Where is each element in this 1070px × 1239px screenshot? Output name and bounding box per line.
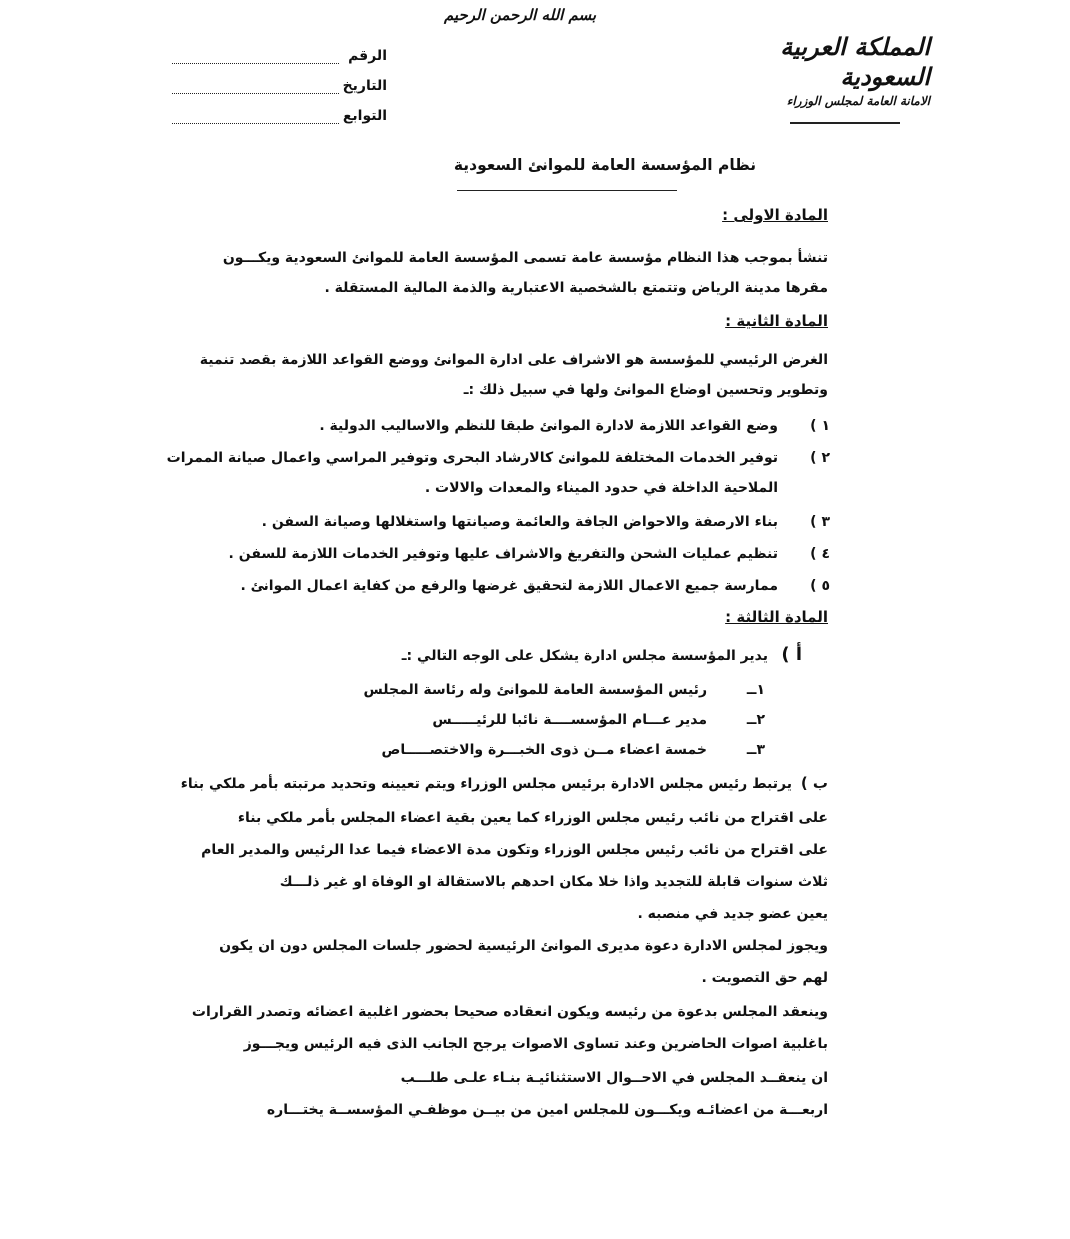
part-b-line: يرتبط رئيس مجلس الادارة برئيس مجلس الوزراء ويتم تعيينه وتحديد مرتبته بأمر ملكي بناء (180, 776, 792, 792)
article-2-item-5 (240, 578, 830, 600)
part-b-letter: ب ) (800, 774, 828, 792)
article-2-intro-line: وتطوير وتحسين اوضاع الموانئ ولها في سبيل ذلك :ـ (463, 382, 828, 398)
meta-label-date: التاريخ (342, 78, 387, 94)
board-member-2 (345, 712, 765, 734)
item-number: ٤ ) (810, 546, 830, 562)
closing-line: وينعقد المجلس بدعوة من رئيسه ويكون انعقاده صحيحا بحضور اغلبية اعضائه وتصدر القرارات (191, 1004, 828, 1020)
item-text: تنظيم عمليات الشحن والتفريغ والاشراف عليها وتوفير الخدمات اللازمة للسفن . (228, 546, 778, 562)
article-2-item-3 (240, 514, 830, 536)
member-text: رئيس المؤسسة العامة للموانئ وله رئاسة المجلس (363, 682, 707, 698)
seal-kingdom: المملكة العربية السعودية (780, 32, 930, 91)
basmala: بسم الله الرحمن الرحيم (443, 6, 597, 24)
article-1-line: مقرها مدينة الرياض وتتمتع بالشخصية الاعتبارية والذمة المالية المستقلة . (324, 280, 828, 296)
meta-field-attachments (172, 108, 387, 130)
meta-label-attachments: التوابع (342, 108, 387, 124)
item-text: بناء الارصفة والاحواض الجافة والعائمة وصيانتها واستغلالها وصيانة السفن . (261, 514, 778, 530)
article-2-item-2-cont (240, 480, 830, 502)
member-number: ١ــ (746, 682, 765, 698)
meta-field-number (172, 48, 387, 70)
article-2-intro-line: الغرض الرئيسي للمؤسسة هو الاشراف على ادارة الموانئ ووضع القواعد اللازمة بقصد تنمية (199, 352, 828, 368)
item-number: ٥ ) (810, 578, 830, 594)
dotted-line (172, 123, 339, 124)
article-2-item-4 (228, 546, 830, 568)
item-number: ٣ ) (810, 514, 830, 530)
member-number: ٢ــ (746, 712, 765, 728)
part-b-line: ثلاث سنوات قابلة للتجديد واذا خلا مكان احدهم بالاستقالة او الوفاة او غير ذلـــك (279, 874, 828, 890)
dotted-line (172, 93, 339, 94)
part-b-line: يعين عضو جديد في منصبه . (637, 906, 828, 922)
dotted-line (172, 63, 339, 64)
letterhead-seal (755, 32, 930, 124)
closing-line: ان ينعقــد المجلس في الاحــوال الاستثنائيـة بنـاء علـى طلـــب (400, 1070, 828, 1086)
part-b-line: ويجوز لمجلس الادارة دعوة مديرى الموانئ الرئيسية لحضور جلسات المجلس دون ان يكون (219, 938, 828, 954)
item-text: ممارسة جميع الاعمال اللازمة لتحقيق غرضها والرفع من كفاية اعمال الموانئ . (240, 578, 778, 594)
article-2-item-2 (166, 450, 830, 472)
part-a-letter: أ ) (781, 644, 802, 665)
part-a-intro: يدير المؤسسة مجلس ادارة يشكل على الوجه التالي :ـ (401, 648, 768, 664)
item-text: وضع القواعد اللازمة لادارة الموانئ طبقا للنظم والاساليب الدولية . (319, 418, 778, 434)
item-number: ١ ) (810, 418, 830, 434)
item-text: الملاحية الداخلة في حدود الميناء والمعدات والالات . (424, 480, 778, 496)
item-text: توفير الخدمات المختلفة للموانئ كالارشاد البحرى وتوفير المراسي واعمال صيانة الممرات (166, 450, 778, 466)
article-1-line: تنشأ بموجب هذا النظام مؤسسة عامة تسمى المؤسسة العامة للموانئ السعودية ويكـــون (222, 250, 828, 266)
item-number: ٢ ) (810, 450, 830, 466)
closing-line: باغلبية اصوات الحاضرين وعند تساوى الاصوات يرجح الجانب الذى فيه الرئيس ويجـــوز (243, 1036, 828, 1052)
article-3-heading: المادة الثالثة : (725, 608, 828, 626)
document-title: نظام المؤسسة العامة للموانئ السعودية (453, 156, 757, 174)
board-member-1 (345, 682, 765, 704)
member-text: مدير عـــام المؤسســــة نائبا للرئيـــــس (432, 712, 707, 728)
closing-line: اربعـــة من اعضائـه ويكـــون للمجلس امين من بيــن موظفـي المؤسســة يختـــاره (266, 1102, 828, 1118)
meta-label-number: الرقم (348, 48, 387, 64)
title-underline (457, 190, 677, 191)
board-member-3 (345, 742, 765, 764)
article-2-heading: المادة الثانية : (725, 312, 828, 330)
seal-secretariat: الامانة العامة لمجلس الوزراء (786, 94, 930, 108)
part-b-line: لهم حق التصويت . (701, 970, 828, 986)
member-number: ٣ــ (746, 742, 765, 758)
seal-underline (790, 122, 900, 124)
part-b-line: على اقتراح من نائب رئيس مجلس الوزراء كما يعين بقية اعضاء المجلس بأمر ملكي بناء (237, 810, 828, 826)
article-1-heading: المادة الاولى : (722, 206, 828, 224)
part-b-line: على اقتراح من نائب رئيس مجلس الوزراء وتكون مدة الاعضاء فيما عدا الرئيس والمدير العام (201, 842, 828, 858)
member-text: خمسة اعضاء مــن ذوى الخبـــرة والاختصـــــاص (381, 742, 707, 758)
meta-field-date (172, 78, 387, 100)
article-2-item-1 (240, 418, 830, 440)
